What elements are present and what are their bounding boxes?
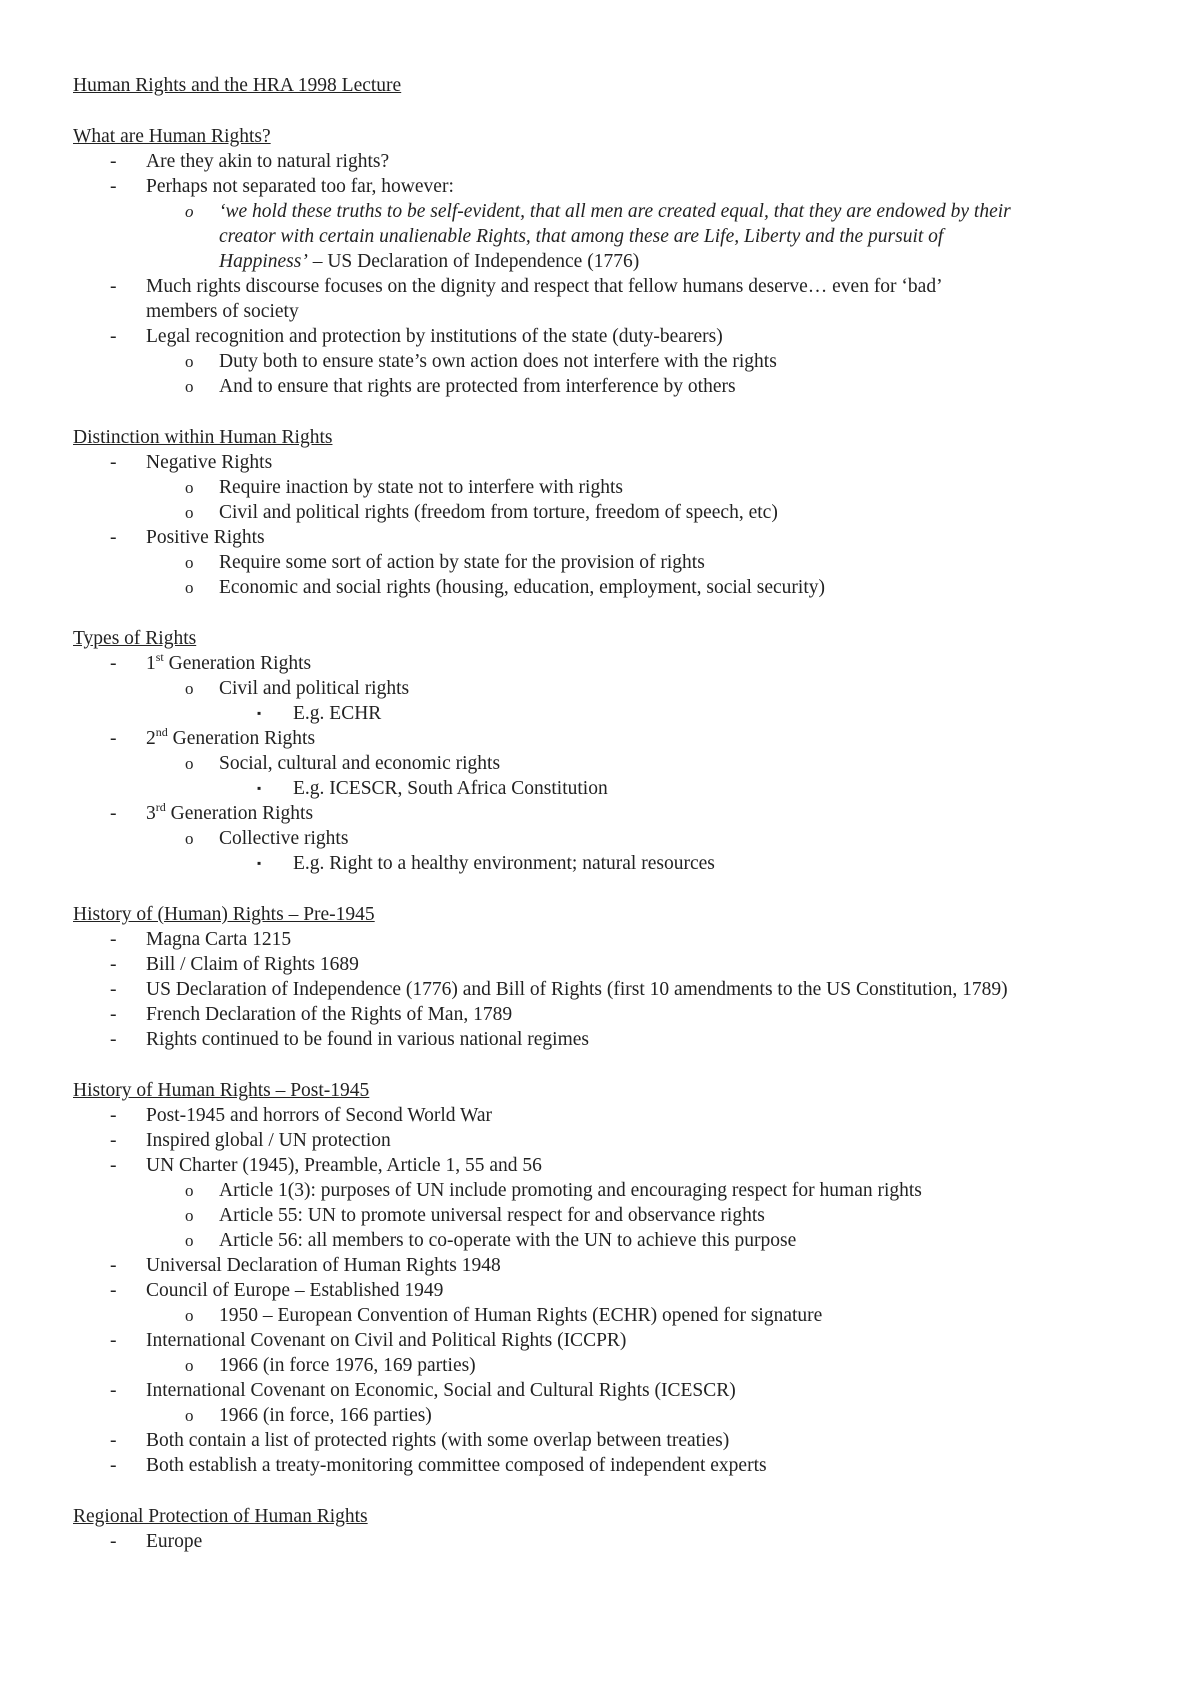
dash-bullet: - <box>110 1155 117 1176</box>
list-item-text: Rights continued to be found in various national regimes <box>146 1029 590 1050</box>
sub-list-item <box>73 1228 1173 1253</box>
circle-bullet: o <box>185 202 194 221</box>
list-item <box>73 1027 1173 1052</box>
generation-number: 1 <box>146 653 156 674</box>
list-item-text: E.g. ECHR <box>293 703 382 724</box>
list-item <box>73 1153 1173 1178</box>
circle-bullet: o <box>185 553 194 572</box>
list-item-text: Duty both to ensure state’s own action does not interfere with the rights <box>219 351 777 372</box>
dash-bullet: - <box>110 1330 117 1351</box>
dash-bullet: - <box>110 176 117 197</box>
dash-bullet: - <box>110 527 117 548</box>
sub-list-item <box>73 500 1173 525</box>
sub-sub-list-item <box>73 701 1173 726</box>
quote-continuation <box>73 249 1173 274</box>
list-item-text: Generation Rights <box>167 728 316 749</box>
dash-bullet: - <box>110 452 117 473</box>
list-item-text: Article 55: UN to promote universal respect for and observance rights <box>219 1205 765 1226</box>
document-title: Human Rights and the HRA 1998 Lecture <box>73 75 402 96</box>
list-item-text: Bill / Claim of Rights 1689 <box>146 954 359 975</box>
list-item <box>73 1278 1173 1303</box>
list-item <box>73 525 1173 550</box>
dash-bullet: - <box>110 929 117 950</box>
list-item-text: Require inaction by state not to interfere with rights <box>219 477 623 498</box>
sub-list-item <box>73 349 1173 374</box>
list-item <box>73 952 1173 977</box>
circle-bullet: o <box>185 1356 194 1375</box>
list-item-text: E.g. ICESCR, South Africa Constitution <box>293 778 608 799</box>
list-item-text: Are they akin to natural rights? <box>146 151 390 172</box>
list-item <box>73 1378 1173 1403</box>
list-item-text: Perhaps not separated too far, however: <box>146 176 454 197</box>
dash-bullet: - <box>110 653 117 674</box>
list-item-text: US Declaration of Independence (1776) and Bill of Rights (first 10 amendments to the US Constitution, 1789) <box>146 979 1008 1000</box>
sub-list-item <box>73 475 1173 500</box>
section-heading: Regional Protection of Human Rights <box>73 1506 368 1527</box>
section-heading: History of Human Rights – Post-1945 <box>73 1080 370 1101</box>
list-item <box>73 801 1173 826</box>
list-item-continuation: members of society <box>146 301 299 322</box>
sub-list-item <box>73 751 1173 776</box>
section-heading: Distinction within Human Rights <box>73 427 333 448</box>
list-item-text: International Covenant on Economic, Social and Cultural Rights (ICESCR) <box>146 1380 736 1401</box>
list-item-text: Inspired global / UN protection <box>146 1130 391 1151</box>
list-item-text: 1950 – European Convention of Human Rights (ECHR) opened for signature <box>219 1305 823 1326</box>
list-item-text: Legal recognition and protection by institutions of the state (duty-bearers) <box>146 326 723 347</box>
sub-list-item <box>73 1178 1173 1203</box>
section-heading: What are Human Rights? <box>73 126 271 147</box>
quote-continuation: creator with certain unalienable Rights, that among these are Life, Liberty and the pursuit of <box>219 226 944 247</box>
section-heading: Types of Rights <box>73 628 197 649</box>
spacer <box>73 1052 1173 1078</box>
ordinal-suffix: nd <box>155 724 168 739</box>
list-item-text: And to ensure that rights are protected from interference by others <box>219 376 736 397</box>
list-item-text: International Covenant on Civil and Political Rights (ICCPR) <box>146 1330 627 1351</box>
dash-bullet: - <box>110 1004 117 1025</box>
sub-list-item <box>73 374 1173 399</box>
dash-bullet: - <box>110 1531 117 1552</box>
list-item <box>73 1128 1173 1153</box>
ordinal-suffix: st <box>155 649 164 664</box>
dash-bullet: - <box>110 954 117 975</box>
sub-list-item <box>73 199 1173 224</box>
dash-bullet: - <box>110 1280 117 1301</box>
list-item-text: Both establish a treaty-monitoring committee composed of independent experts <box>146 1455 767 1476</box>
list-item <box>73 1529 1173 1554</box>
list-item <box>73 174 1173 199</box>
circle-bullet: o <box>185 1406 194 1425</box>
list-item-text: Negative Rights <box>146 452 273 473</box>
list-item-text: Generation Rights <box>165 803 314 824</box>
list-item <box>73 324 1173 349</box>
dash-bullet: - <box>110 1255 117 1276</box>
spacer <box>73 876 1173 902</box>
list-item <box>73 1002 1173 1027</box>
list-item-text: Universal Declaration of Human Rights 1948 <box>146 1255 501 1276</box>
sub-list-item <box>73 1203 1173 1228</box>
list-item-text: Magna Carta 1215 <box>146 929 292 950</box>
sub-list-item <box>73 676 1173 701</box>
section-heading: History of (Human) Rights – Pre-1945 <box>73 904 375 925</box>
spacer <box>73 1478 1173 1504</box>
list-item <box>73 1428 1173 1453</box>
sub-sub-list-item <box>73 776 1173 801</box>
list-item-text: Positive Rights <box>146 527 265 548</box>
list-item <box>73 1103 1173 1128</box>
circle-bullet: o <box>185 754 194 773</box>
circle-bullet: o <box>185 679 194 698</box>
dash-bullet: - <box>110 326 117 347</box>
square-bullet: ▪ <box>257 781 262 795</box>
circle-bullet: o <box>185 1306 194 1325</box>
list-item-text: Generation Rights <box>163 653 312 674</box>
dash-bullet: - <box>110 1029 117 1050</box>
generation-number: 3 <box>146 803 156 824</box>
circle-bullet: o <box>185 377 194 396</box>
dash-bullet: - <box>110 803 117 824</box>
list-item-text: Much rights discourse focuses on the dignity and respect that fellow humans deserve… even for ‘bad’ <box>146 276 943 297</box>
spacer <box>73 98 1173 124</box>
list-item <box>73 274 1173 299</box>
quote-text: ‘we hold these truths to be self-evident, that all men are created equal, that they are endowed by their <box>219 201 1011 222</box>
dash-bullet: - <box>110 728 117 749</box>
list-item <box>73 450 1173 475</box>
list-item-text: Civil and political rights (freedom from torture, freedom of speech, etc) <box>219 502 778 523</box>
list-item-text: Collective rights <box>219 828 349 849</box>
list-item-text: Both contain a list of protected rights (with some overlap between treaties) <box>146 1430 730 1451</box>
square-bullet: ▪ <box>257 856 262 870</box>
list-item <box>73 651 1173 676</box>
circle-bullet: o <box>185 1231 194 1250</box>
dash-bullet: - <box>110 979 117 1000</box>
list-item-text: 1966 (in force, 166 parties) <box>219 1405 432 1426</box>
list-item-text: Economic and social rights (housing, education, employment, social security) <box>219 577 825 598</box>
list-item-text: 1966 (in force 1976, 169 parties) <box>219 1355 476 1376</box>
circle-bullet: o <box>185 352 194 371</box>
list-item <box>73 927 1173 952</box>
list-item <box>73 726 1173 751</box>
circle-bullet: o <box>185 1181 194 1200</box>
dash-bullet: - <box>110 1430 117 1451</box>
list-item-text: E.g. Right to a healthy environment; natural resources <box>293 853 715 874</box>
dash-bullet: - <box>110 1455 117 1476</box>
list-item-text: Social, cultural and economic rights <box>219 753 501 774</box>
circle-bullet: o <box>185 503 194 522</box>
list-item-text: Europe <box>146 1531 203 1552</box>
circle-bullet: o <box>185 829 194 848</box>
list-item-text: Article 56: all members to co-operate with the UN to achieve this purpose <box>219 1230 797 1251</box>
list-item-text: Post-1945 and horrors of Second World War <box>146 1105 493 1126</box>
dash-bullet: - <box>110 1105 117 1126</box>
circle-bullet: o <box>185 478 194 497</box>
ordinal-suffix: rd <box>155 799 166 814</box>
sub-list-item <box>73 575 1173 600</box>
dash-bullet: - <box>110 1380 117 1401</box>
list-item-text: Article 1(3): purposes of UN include promoting and encouraging respect for human rights <box>219 1180 922 1201</box>
square-bullet: ▪ <box>257 706 262 720</box>
list-item-text: UN Charter (1945), Preamble, Article 1, 55 and 56 <box>146 1155 542 1176</box>
sub-list-item <box>73 550 1173 575</box>
list-item-text: Require some sort of action by state for the provision of rights <box>219 552 705 573</box>
list-item-text: Council of Europe – Established 1949 <box>146 1280 444 1301</box>
sub-list-item <box>73 826 1173 851</box>
circle-bullet: o <box>185 1206 194 1225</box>
list-item <box>73 1328 1173 1353</box>
spacer <box>73 399 1173 425</box>
quote-source: – US Declaration of Independence (1776) <box>307 251 640 272</box>
document-body <box>73 73 1173 1554</box>
list-item-text: Civil and political rights <box>219 678 410 699</box>
dash-bullet: - <box>110 151 117 172</box>
circle-bullet: o <box>185 578 194 597</box>
list-item <box>73 149 1173 174</box>
dash-bullet: - <box>110 1130 117 1151</box>
list-item-text: French Declaration of the Rights of Man, 1789 <box>146 1004 513 1025</box>
quote-text: Happiness’ <box>219 251 308 272</box>
sub-sub-list-item <box>73 851 1173 876</box>
sub-list-item <box>73 1403 1173 1428</box>
list-item <box>73 1253 1173 1278</box>
dash-bullet: - <box>110 276 117 297</box>
generation-number: 2 <box>146 728 156 749</box>
sub-list-item <box>73 1303 1173 1328</box>
list-item <box>73 1453 1173 1478</box>
sub-list-item <box>73 1353 1173 1378</box>
spacer <box>73 600 1173 626</box>
list-item <box>73 977 1173 1002</box>
